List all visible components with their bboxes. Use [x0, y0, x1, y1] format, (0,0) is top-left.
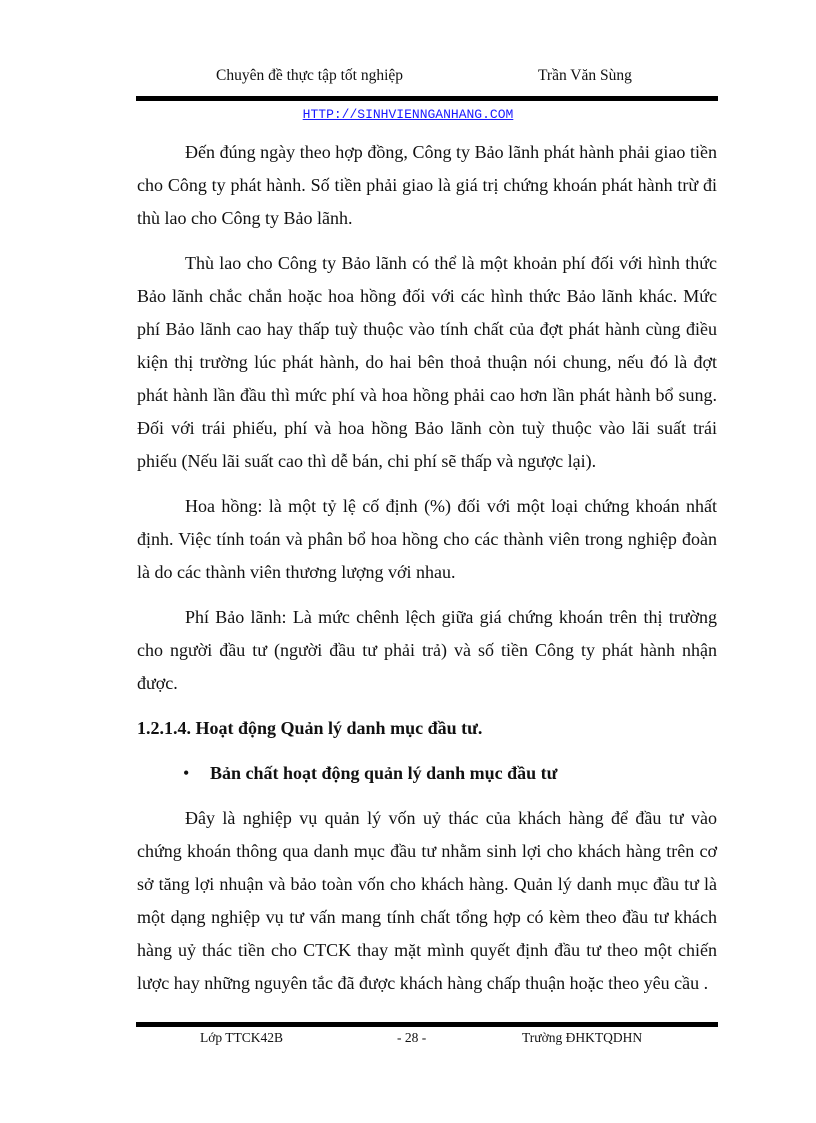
bullet-item — [137, 757, 717, 790]
section-heading: 1.2.1.4. Hoạt động Quản lý danh mục đầu tư. — [137, 718, 483, 738]
footer-page-number: - 28 - — [397, 1030, 427, 1045]
bullet-icon: • — [183, 763, 190, 783]
header-author: Trần Văn Sùng — [538, 67, 632, 84]
footer-class: Lớp TTCK42B — [200, 1030, 284, 1045]
paragraph-commission: Hoa hồng: là một tỷ lệ cố định (%) đối với một loại chứng khoán nhất định. Việc tính toán và phân bổ hoa hồng cho các thành viên trong nghiệp đoàn là do các thành viên thương lượng với nhau. — [137, 496, 717, 582]
paragraph-underwriting-fee: Phí Bảo lãnh: Là mức chênh lệch giữa giá chứng khoán trên thị trường cho người đầu tư (người đầu tư phải trả) và số tiền Công ty phát hành nhận được. — [137, 607, 717, 693]
paragraph-remuneration: Thù lao cho Công ty Bảo lãnh có thể là một khoản phí đối với hình thức Bảo lãnh chắc chắn hoặc hoa hồng đối với các hình thức Bảo lãnh khác. Mức phí Bảo lãnh cao hay thấp tuỳ thuộc vào tính chất của đợt phát hành cùng điều kiện thị trường lúc phát hành, do hai bên thoả thuận nói chung, nếu đó là đợt phát hành lần đầu thì mức phí và hoa hồng phải cao hơn lần phát hành bổ sung. Đối với trái phiếu, phí và hoa hồng Bảo lãnh còn tuỳ thuộc vào lãi suất trái phiếu (Nếu lãi suất cao thì dễ bán, chi phí sẽ thấp và ngược lại). — [137, 253, 717, 471]
header-divider — [136, 96, 718, 101]
footer-school: Trường ĐHKTQDHN — [522, 1030, 643, 1045]
footer-divider — [136, 1022, 718, 1027]
paragraph-portfolio-management: Đây là nghiệp vụ quản lý vốn uỷ thác của khách hàng để đầu tư vào chứng khoán thông qua danh mục đầu tư nhằm sinh lợi cho khách hàng trên cơ sở tăng lợi nhuận và bảo toàn vốn cho khách hàng. Quản lý danh mục đầu tư là một dạng nghiệp vụ tư vấn mang tính chất tổng hợp có kèm theo đầu tư khách hàng uỷ thác tiền cho CTCK thay mặt mình quyết định đầu tư theo một chiến lược hay những nguyên tắc đã được khách hàng chấp thuận hoặc theo yêu cầu . — [137, 808, 717, 993]
document-body — [137, 136, 717, 1012]
paragraph-payment: Đến đúng ngày theo hợp đồng, Công ty Bảo lãnh phát hành phải giao tiền cho Công ty phát hành. Số tiền phải giao là giá trị chứng khoán phát hành trừ đi thù lao cho Công ty Bảo lãnh. — [137, 142, 717, 228]
header-link[interactable]: HTTP://SINHVIENNGANHANG.COM — [302, 107, 514, 122]
header-title: Chuyên đề thực tập tốt nghiệp — [216, 67, 404, 84]
bullet-text: Bản chất hoạt động quản lý danh mục đầu tư — [210, 763, 558, 783]
